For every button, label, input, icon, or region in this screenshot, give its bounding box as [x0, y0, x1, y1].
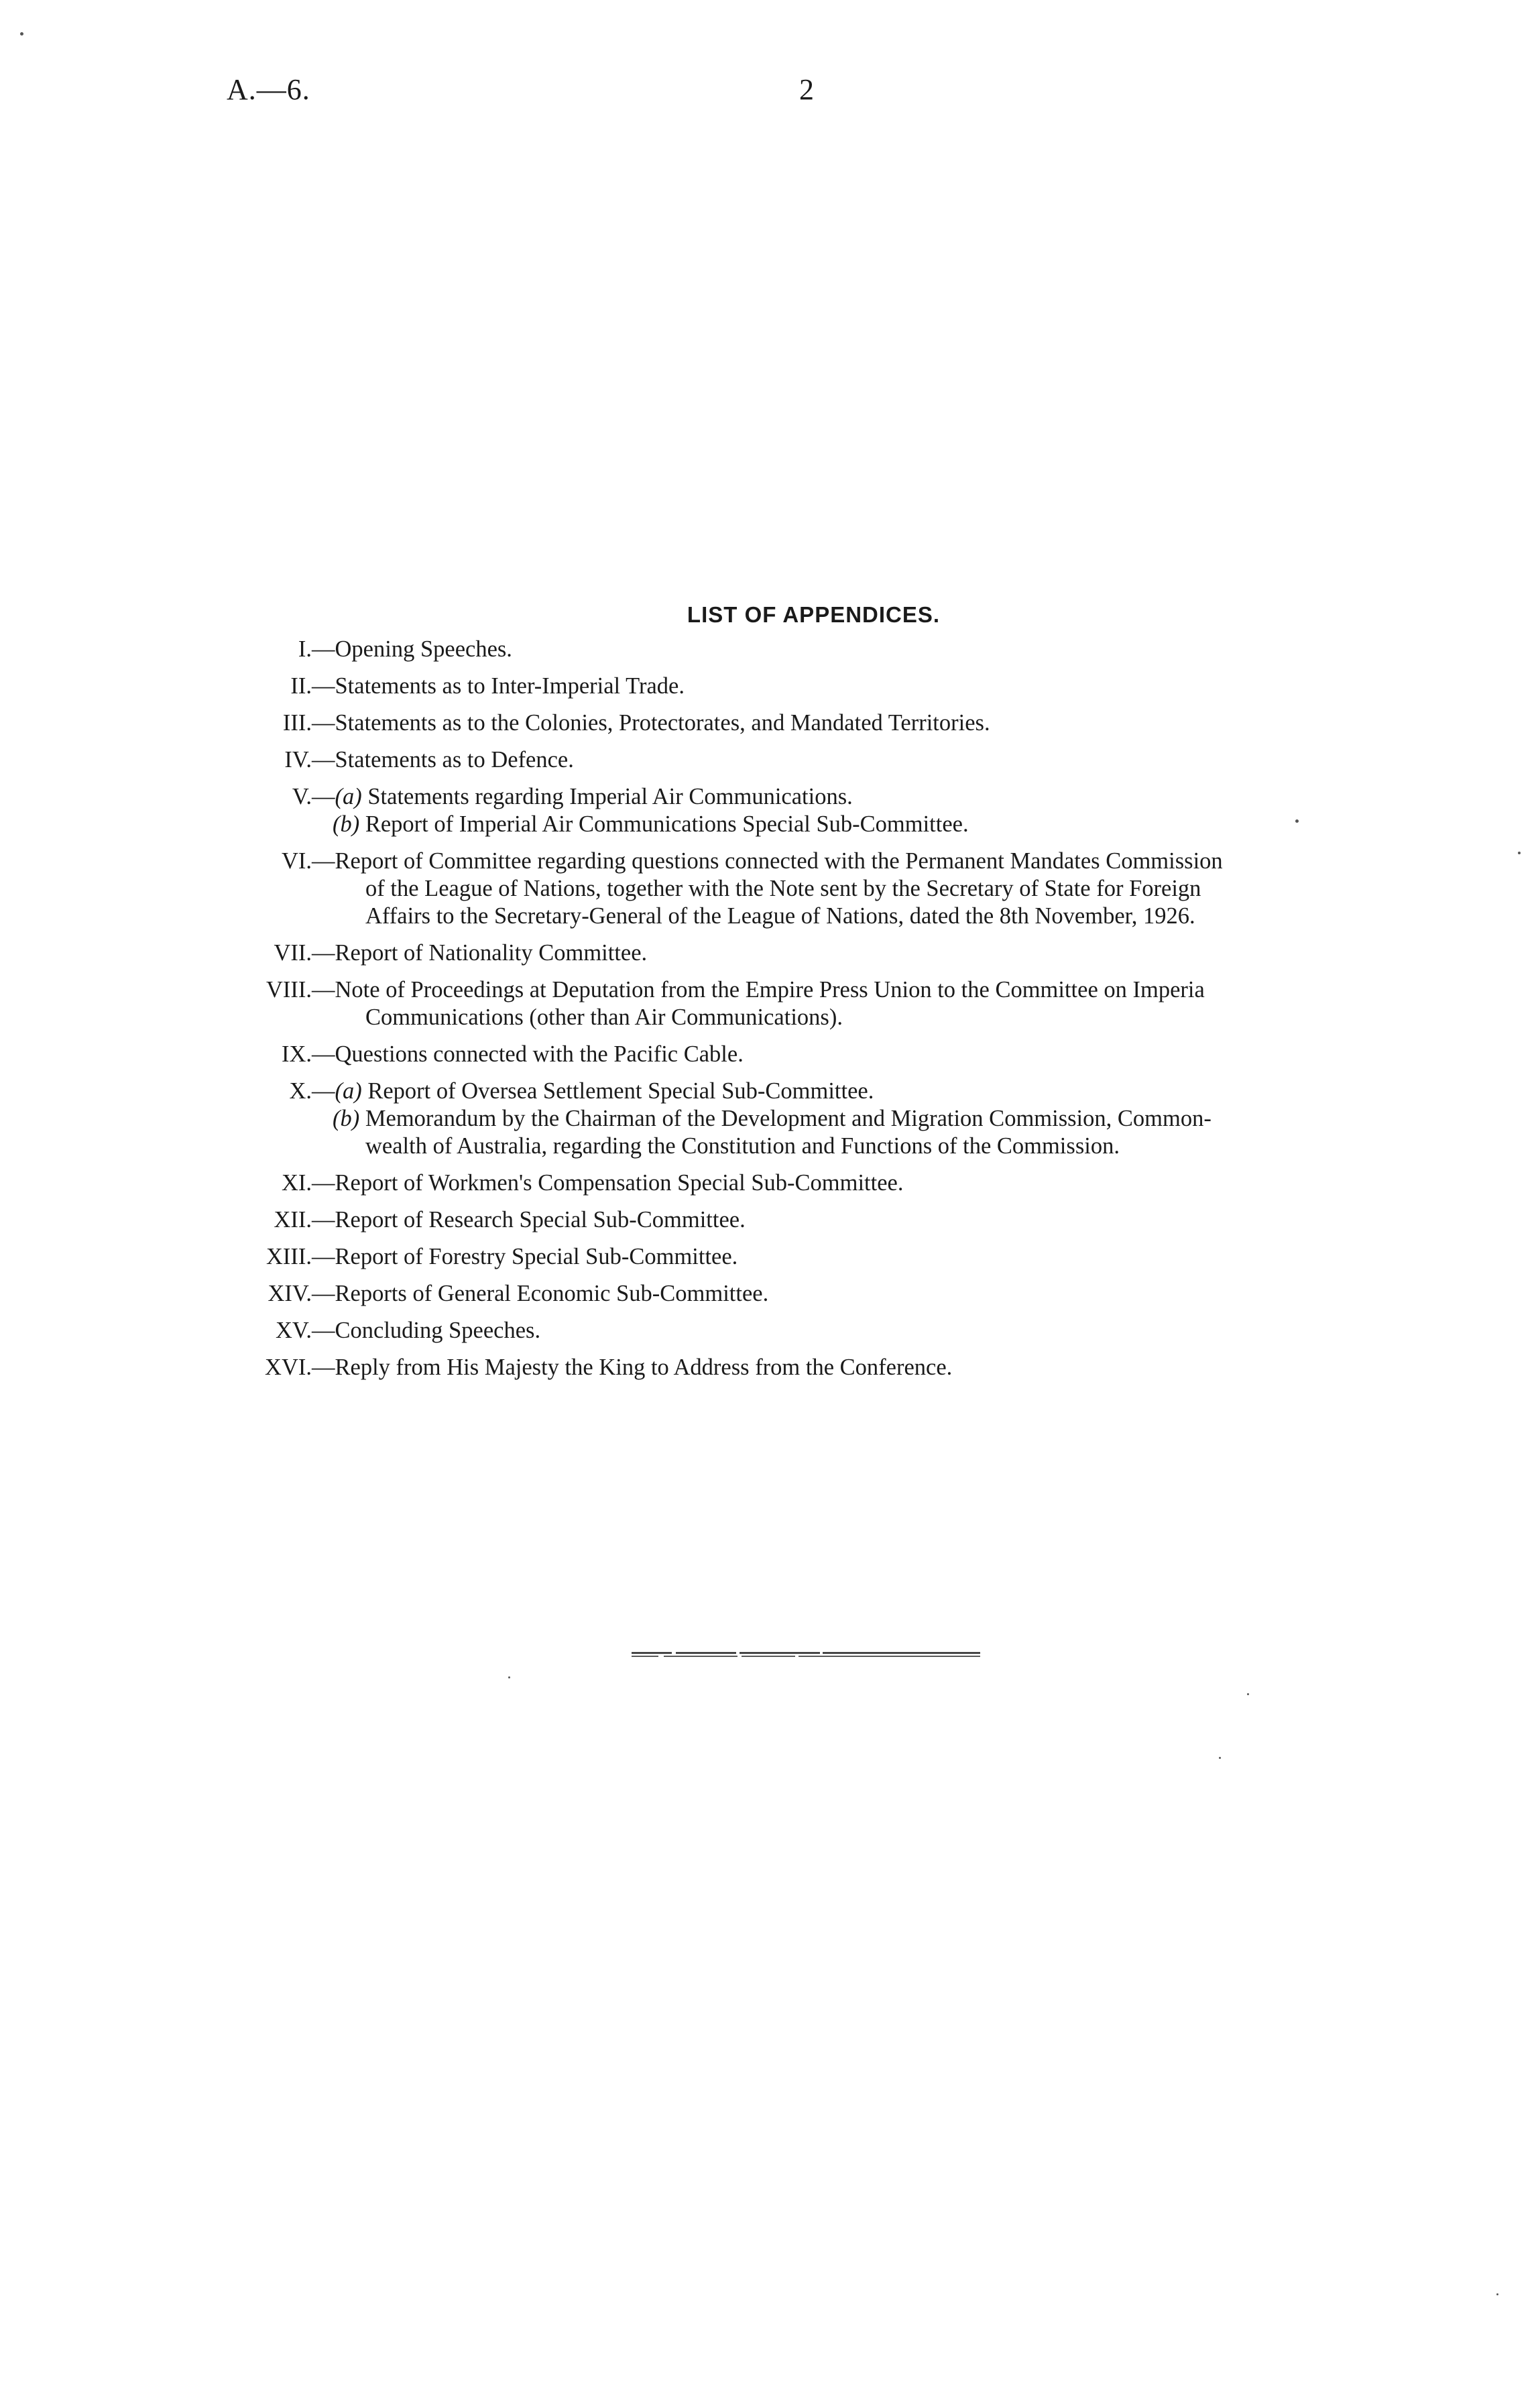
- appendix-numeral: XII.: [274, 1207, 312, 1232]
- appendix-item: [0, 1206, 1536, 1234]
- appendix-numeral: XIV.: [268, 1281, 312, 1306]
- appendix-line: —Questions connected with the Pacific Cable.: [312, 1041, 744, 1067]
- appendix-line: —Statements as to Defence.: [312, 747, 574, 772]
- appendix-line: —Note of Proceedings at Deputation from the Empire Press Union to the Committee on Imperia: [312, 977, 1205, 1002]
- appendix-line: —Reply from His Majesty the King to Address from the Conference.: [312, 1355, 953, 1380]
- scan-speck: [1518, 852, 1521, 854]
- appendix-subitem: —(a) Report of Oversea Settlement Special Sub-Committee.: [312, 1078, 874, 1104]
- subitem-text: Statements regarding Imperial Air Communications.: [367, 784, 853, 809]
- appendix-numeral: IX.: [281, 1041, 312, 1067]
- appendix-item: [0, 636, 1536, 663]
- appendix-numeral: I.: [298, 636, 312, 662]
- appendix-item: [0, 848, 1536, 930]
- appendix-line: —Report of Committee regarding questions connected with the Permanent Mandates Commission: [312, 848, 1223, 874]
- appendix-item: [0, 1354, 1536, 1381]
- appendix-item: [0, 709, 1536, 737]
- appendix-item: [0, 1243, 1536, 1271]
- appendix-line: of the League of Nations, together with the Note sent by the Secretary of State for Foreign: [365, 876, 1201, 901]
- appendix-item: [0, 1041, 1536, 1068]
- appendix-line: —Statements as to Inter-Imperial Trade.: [312, 673, 685, 699]
- appendix-item: [0, 673, 1536, 700]
- appendix-numeral: VII.: [274, 940, 312, 966]
- list-title: LIST OF APPENDICES.: [687, 602, 941, 627]
- subitem-text: Memorandum by the Chairman of the Development and Migration Commission, Common-: [365, 1106, 1212, 1131]
- appendix-numeral: XV.: [275, 1318, 312, 1343]
- appendix-subitem: —(a) Statements regarding Imperial Air Communications.: [312, 784, 853, 809]
- appendix-numeral: II.: [290, 673, 312, 699]
- appendix-subitem: [312, 811, 1391, 838]
- appendix-line: wealth of Australia, regarding the Constitution and Functions of the Commission.: [365, 1133, 1120, 1159]
- scan-speck: [1247, 1693, 1249, 1695]
- appendix-line: Communications (other than Air Communications).: [365, 1005, 843, 1030]
- appendix-numeral: VIII.: [265, 977, 312, 1002]
- appendix-numeral: X.: [289, 1078, 312, 1104]
- scan-speck: [508, 1676, 510, 1678]
- scan-speck: [1219, 1757, 1221, 1759]
- appendix-numeral: XIII.: [265, 1244, 312, 1269]
- appendix-line: —Opening Speeches.: [312, 636, 512, 662]
- appendix-line: —Report of Research Special Sub-Committee.: [312, 1207, 746, 1232]
- appendix-item: [0, 746, 1536, 774]
- appendix-item: [0, 1078, 1536, 1160]
- scan-speck: [1496, 2293, 1498, 2295]
- subitem-label: (a): [335, 1078, 362, 1104]
- appendix-line: —Report of Workmen's Compensation Special Sub-Committee.: [312, 1170, 904, 1196]
- appendix-numeral: XI.: [281, 1170, 312, 1196]
- appendix-line: —Report of Nationality Committee.: [312, 940, 648, 966]
- page-reference: A.—6.: [227, 73, 310, 106]
- appendix-line: —Statements as to the Colonies, Protectorates, and Mandated Territories.: [312, 710, 990, 736]
- appendix-item: [0, 939, 1536, 967]
- appendix-line: —Reports of General Economic Sub-Committee.: [312, 1281, 769, 1306]
- page-number: 2: [799, 73, 814, 106]
- scan-speck: [1295, 819, 1299, 823]
- subitem-text: Report of Oversea Settlement Special Sub-Committee.: [367, 1078, 874, 1104]
- appendix-numeral: III.: [282, 710, 312, 736]
- appendix-numeral: VI.: [281, 848, 312, 874]
- appendix-numeral: V.: [292, 784, 312, 809]
- closing-rule: [632, 1652, 980, 1658]
- appendix-numeral: XVI.: [265, 1355, 312, 1380]
- appendix-subitem: [312, 1105, 1391, 1133]
- appendix-item: [0, 976, 1536, 1031]
- appendix-line: —Report of Forestry Special Sub-Committee.: [312, 1244, 738, 1269]
- subitem-label: (b): [333, 1106, 360, 1131]
- appendix-item: [0, 1317, 1536, 1344]
- appendix-item: [0, 1169, 1536, 1197]
- appendix-line: Affairs to the Secretary-General of the League of Nations, dated the 8th November, 1926.: [365, 903, 1195, 929]
- appendix-item: [0, 783, 1536, 838]
- subitem-label: (a): [335, 784, 362, 809]
- appendix-line: —Concluding Speeches.: [312, 1318, 541, 1343]
- appendix-list: [0, 636, 1536, 1391]
- subitem-text: Report of Imperial Air Communications Special Sub-Committee.: [365, 811, 969, 837]
- appendix-item: [0, 1280, 1536, 1308]
- subitem-label: (b): [333, 811, 360, 837]
- scan-speck: [20, 32, 23, 36]
- appendix-numeral: IV.: [284, 747, 312, 772]
